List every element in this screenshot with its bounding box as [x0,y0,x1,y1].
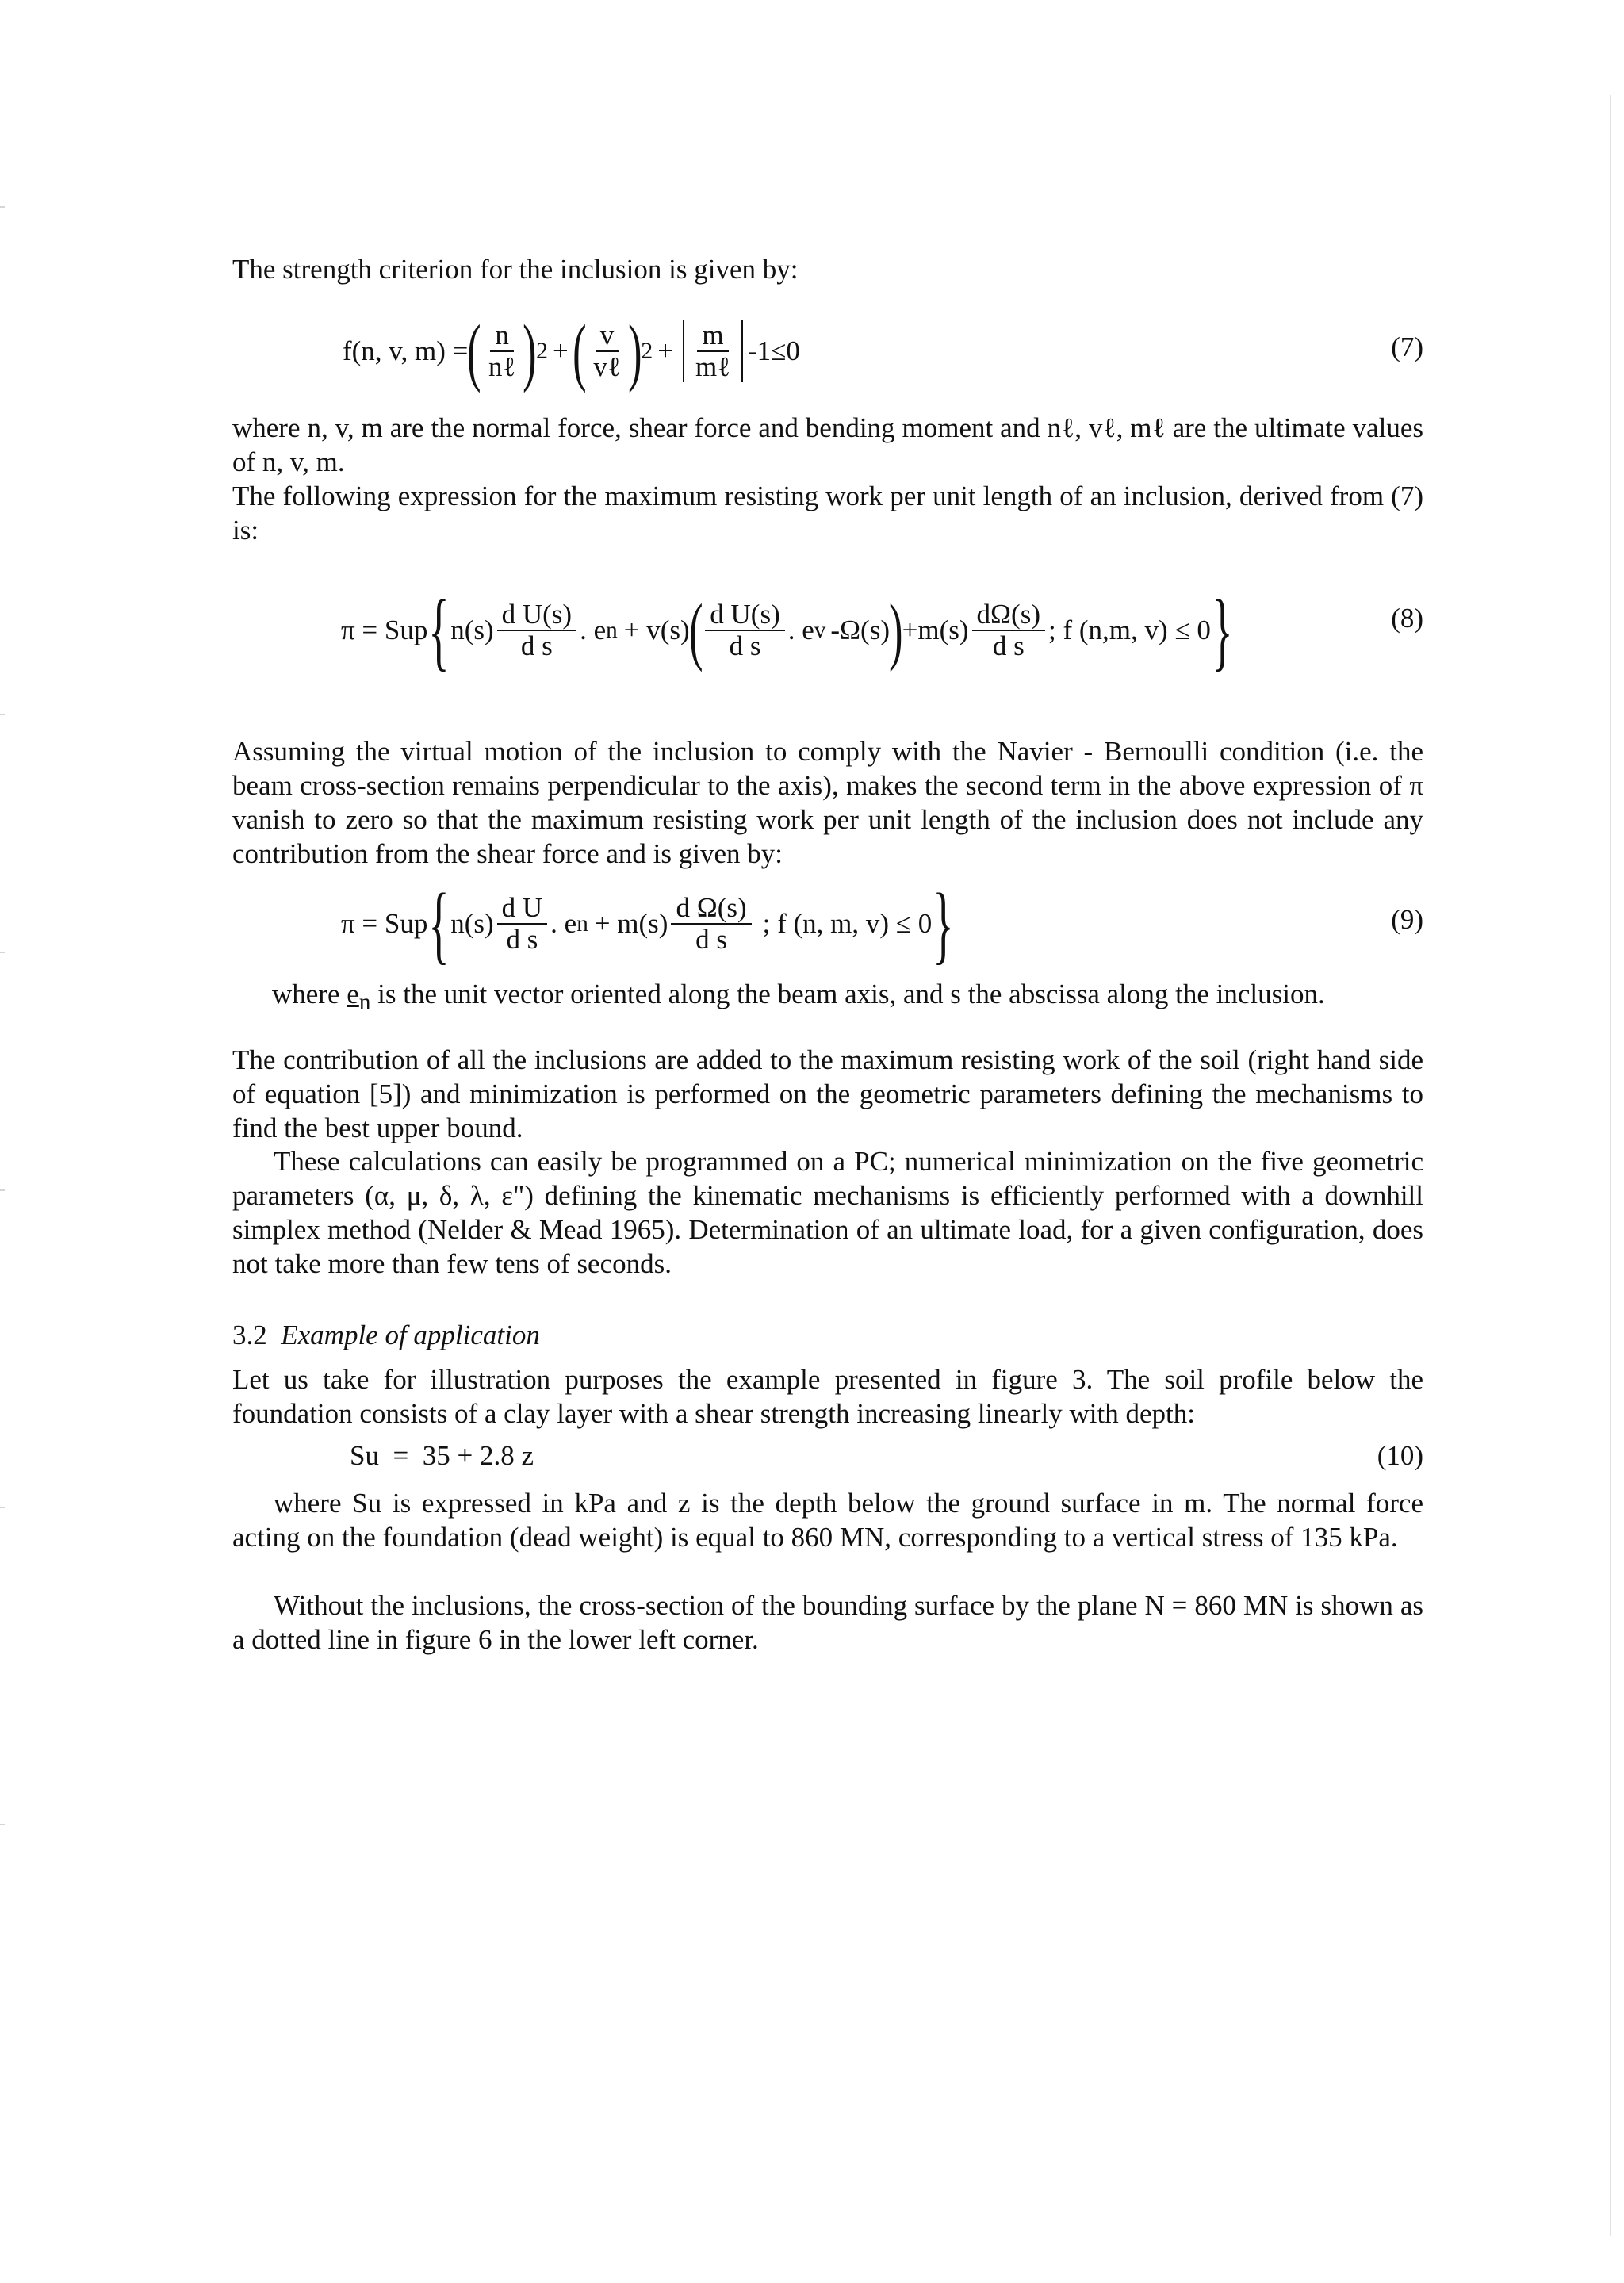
scan-margin-mark [0,952,5,953]
eq8-brace: } [1212,582,1233,679]
equation-10: Su = 35 + 2.8 z [350,1440,534,1471]
eq9-fraction [671,893,751,955]
eq7-plus: + [657,335,673,366]
eq7-numerator: v [596,320,619,352]
eq8-fraction [972,599,1045,661]
eq7-numerator: n [490,320,514,352]
where-en-text: is the unit vector oriented along the beam axis, and s the abscissa along the inclusion. [370,979,1325,1009]
eq8-term: n(s) [450,615,494,645]
equation-number-8: (8) [1391,603,1423,634]
equation-7 [343,300,800,403]
eq9-numerator: d U [497,893,548,925]
eq9-brace: } [933,875,954,972]
scan-margin-mark [0,1189,5,1191]
eq7-fraction-n [484,320,520,382]
eq8-term: + v(s) [623,615,690,645]
eq8-term: +m(s) [902,615,969,645]
where-en-text: where [272,979,347,1009]
equation-number-10: (10) [1377,1440,1423,1471]
eq8-fraction [705,599,784,661]
section-title: Example of application [281,1320,540,1350]
eq7-denominator: vℓ [593,351,621,382]
following-paragraph: The following expression for the maximum resisting work per unit length of an inclusion, derived from (7) is: [232,481,1423,546]
eq7-paren: ( [572,309,587,393]
eq8-denominator: d s [992,630,1025,661]
eq8-paren: ( [688,588,703,672]
intro-paragraph: The strength criterion for the inclusion is given by: [232,254,799,285]
eq9-subscript: n [576,911,588,937]
eq7-fraction-m [691,320,735,382]
eq9-term: + m(s) [594,908,668,939]
eq9-condition: ; f (n, m, v) ≤ 0 [762,908,933,939]
where-en-subscript: n [358,990,371,1015]
eq8-fraction [497,599,576,661]
equation-number-9: (9) [1391,904,1423,935]
eq8-brace: { [428,582,450,679]
eq8-subscript: v [814,618,826,643]
where-en-symbol: e [347,979,359,1009]
eq8-subscript: n [606,618,618,643]
eq7-denominator: mℓ [695,351,730,382]
where-su-paragraph: where Su is expressed in kPa and z is the depth below the ground surface in m. The normal force acting on the foundation (dead weight) is equal to 860 MN, corresponding to a vertical stress of 135 kPa. [232,1488,1423,1553]
eq8-numerator: d U(s) [705,599,784,631]
eq8-condition: ; f (n,m, v) ≤ 0 [1048,615,1211,645]
eq7-exponent: 2 [641,338,653,364]
eq9-numerator: d Ω(s) [671,893,751,925]
eq9-lhs: π = Sup [341,908,428,939]
eq8-paren: ) [889,588,903,672]
illustration-paragraph: Let us take for illustration purposes the example presented in figure 3. The soil profile below the foundation consists of a clay layer with a shear strength increasing linearly with depth: [232,1364,1423,1429]
eq8-denominator: d s [729,630,761,661]
eq7-fraction-v [588,320,625,382]
where-en-paragraph [272,977,1423,1020]
eq8-term: -Ω(s) [830,615,890,645]
eq7-paren: ) [627,309,642,393]
eq8-term: . e [787,615,814,645]
eq7-tail: -1≤0 [748,335,800,366]
eq7-paren: ( [467,309,481,393]
section-number: 3.2 [232,1320,267,1350]
equation-number-7: (7) [1391,331,1423,362]
eq8-denominator: d s [520,630,553,661]
eq8-numerator: d U(s) [497,599,576,631]
eq7-absolute-value [683,320,743,382]
eq9-denominator: d s [506,924,538,955]
assuming-paragraph: Assuming the virtual motion of the inclusion to comply with the Navier - Bernoulli condition (i.e. the beam cross-section remains perpendicular to the axis), makes the second term in the above expression of π vanish to zero so that the maximum resisting work per unit length of the inclusion does not include any contribution from the shear force and is given by: [232,736,1423,869]
contribution-paragraph: The contribution of all the inclusions are added to the maximum resisting work of the soil (right hand side of equation [5]) and minimization is performed on the geometric parameters defining the mechanisms to find the best upper bound. [232,1044,1423,1143]
eq9-term: . e [550,908,577,939]
scan-margin-mark [0,1507,5,1508]
eq9-brace: { [428,875,450,972]
eq8-numerator: dΩ(s) [972,599,1045,631]
without-paragraph: Without the inclusions, the cross-section of the bounding surface by the plane N = 860 MN is shown as a dotted line in figure 6 in the lower left corner. [232,1590,1423,1655]
eq9-term: n(s) [450,908,494,939]
eq7-lhs: f(n, v, m) = [343,335,469,366]
eq9-fraction [497,893,548,955]
scan-margin-mark [0,714,5,715]
calculations-paragraph: These calculations can easily be programmed on a PC; numerical minimization on the five geometric parameters (α, μ, δ, λ, ε") defining the kinematic mechanisms is efficiently performed with a downhill simplex method (Nelder & Mead 1965). Determination of an ultimate load, for a given configuration, does not take more than few tens of seconds. [232,1146,1423,1279]
eq7-plus: + [552,335,569,366]
eq7-paren: ) [523,309,537,393]
eq7-denominator: nℓ [488,351,516,382]
scan-margin-mark [0,1824,5,1825]
eq8-lhs: π = Sup [341,615,428,645]
equation-9 [341,876,955,971]
section-heading [232,1318,1423,1352]
equation-8 [341,579,1234,682]
scan-edge-line [1610,95,1611,2236]
where-nvm-paragraph: where n, v, m are the normal force, shear force and bending moment and nℓ, vℓ, mℓ are the ultimate values of n, v, m. [232,412,1423,477]
scan-margin-mark [0,206,5,208]
eq9-denominator: d s [695,924,727,955]
eq7-numerator: m [697,320,728,352]
eq7-exponent: 2 [535,338,548,364]
eq8-term: . e [580,615,607,645]
